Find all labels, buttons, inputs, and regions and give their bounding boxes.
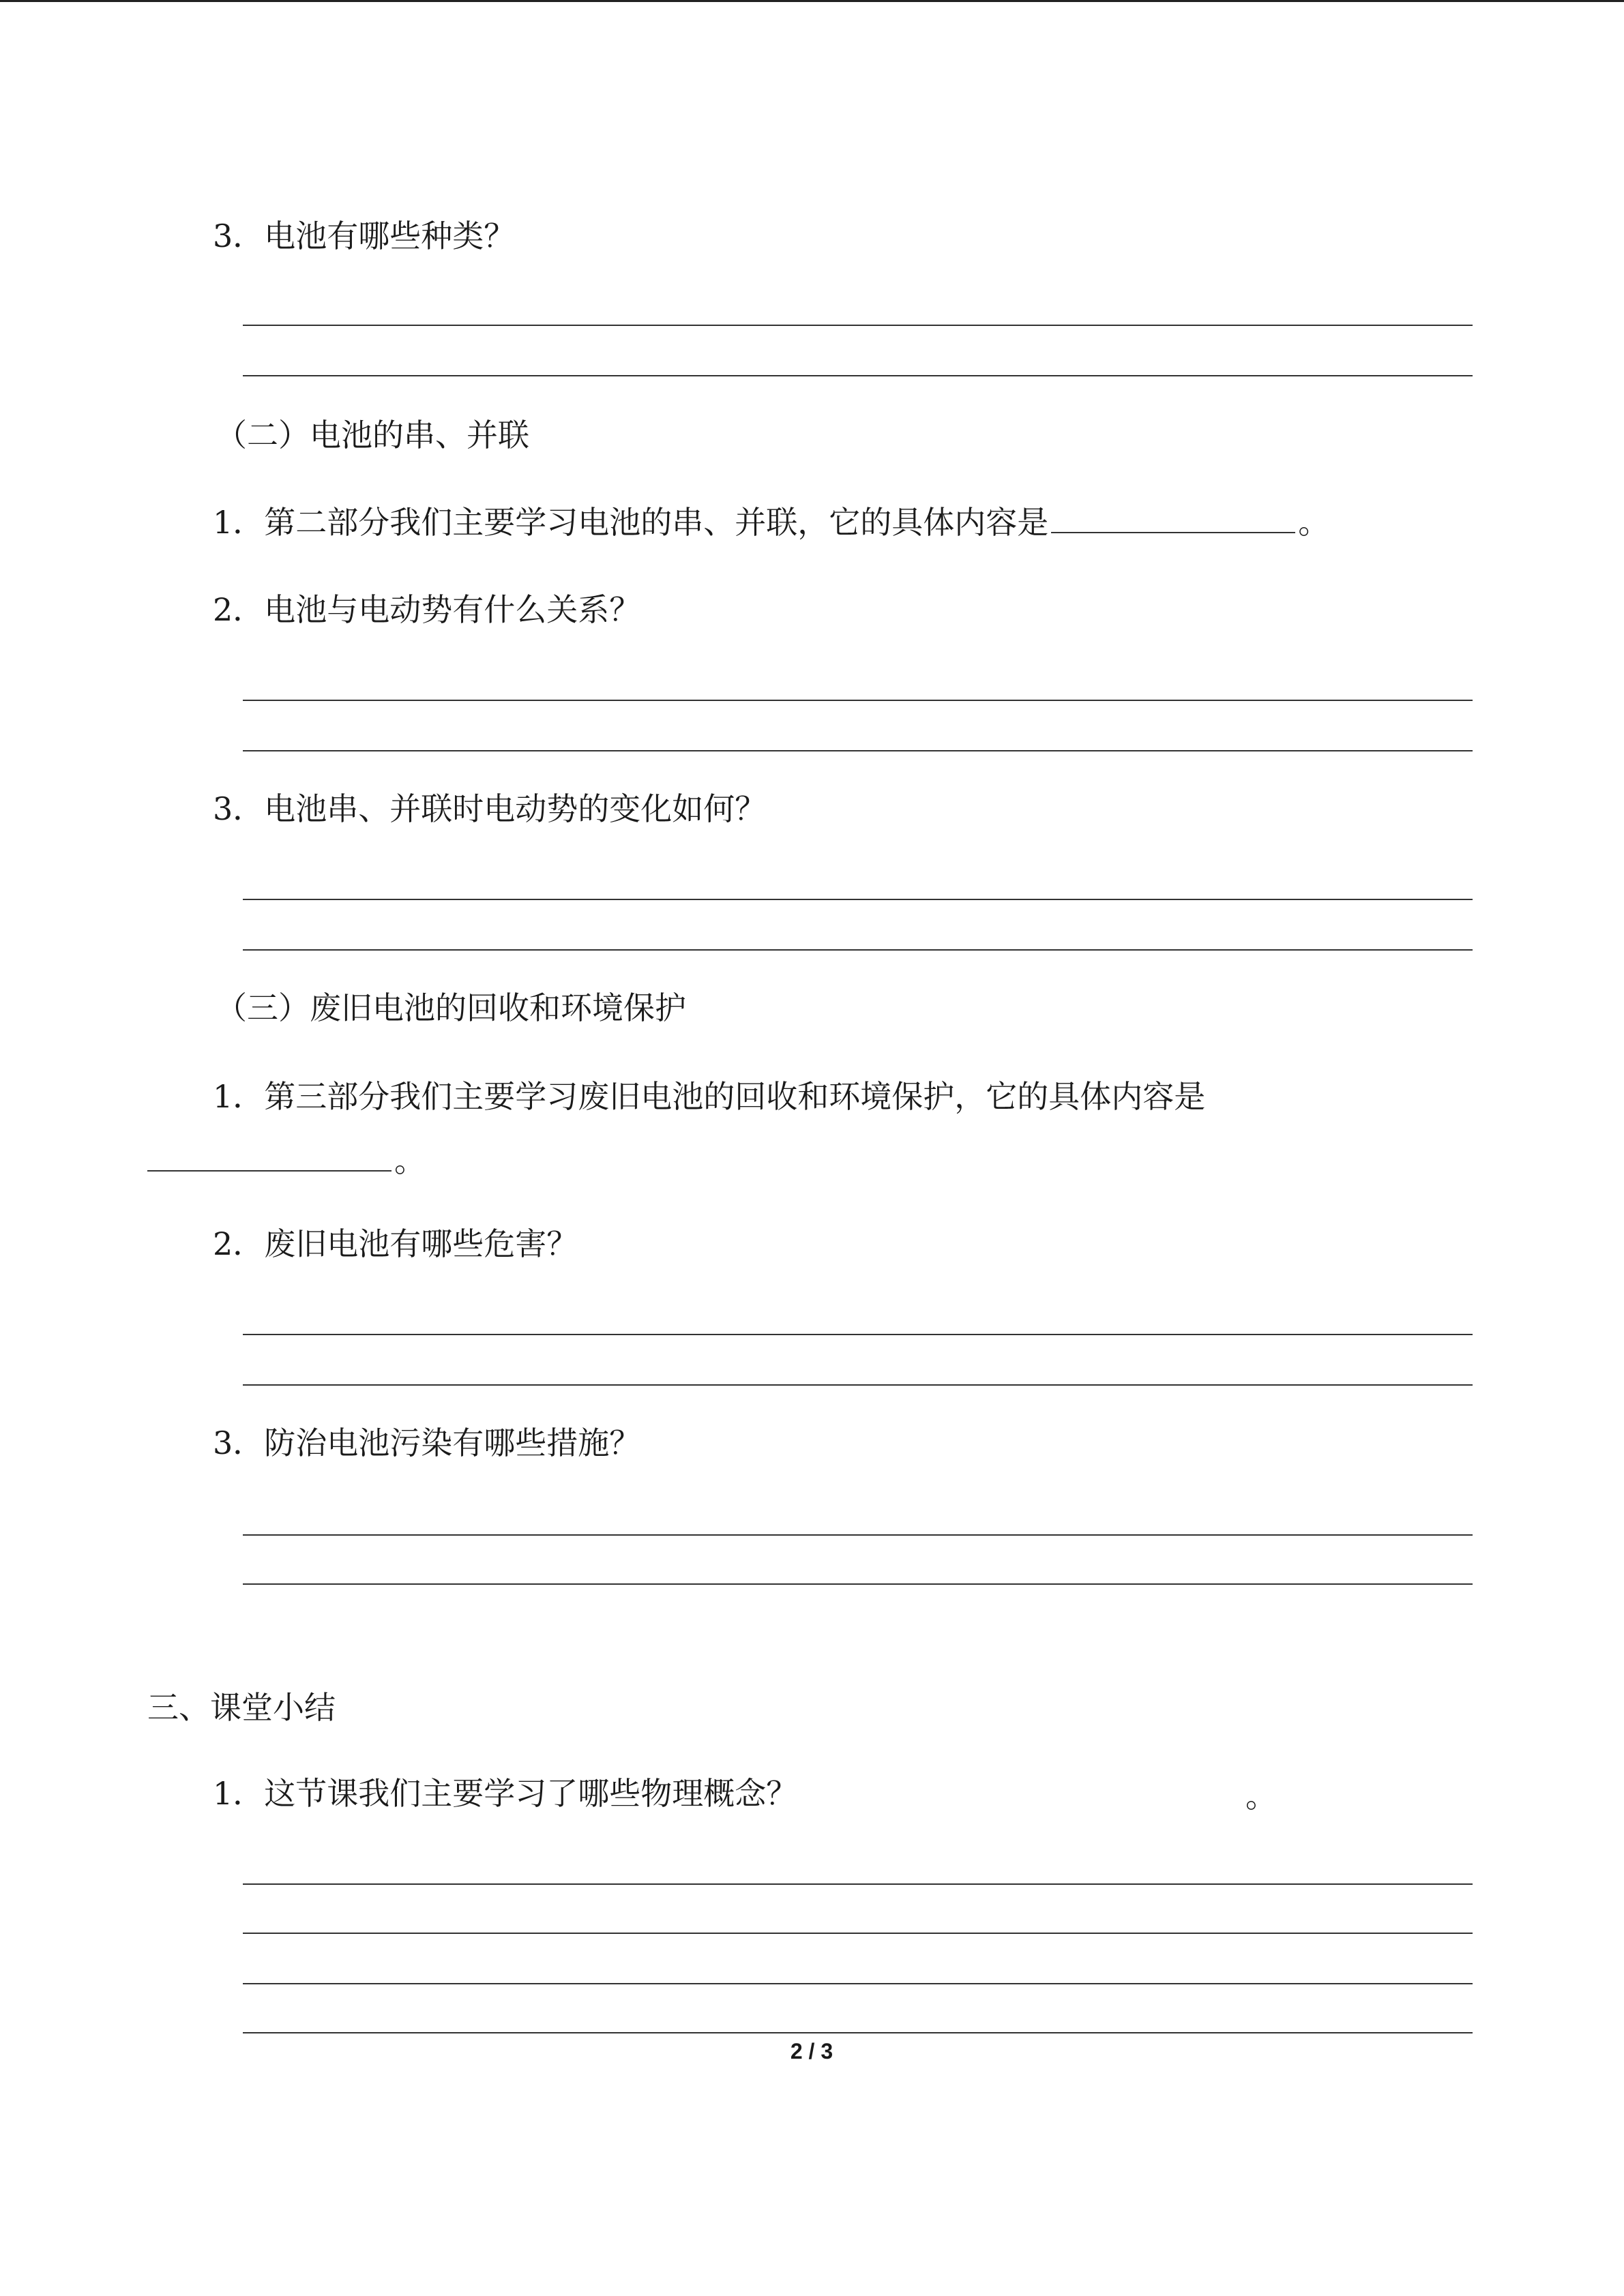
- answer-line: [243, 375, 1473, 376]
- answer-line: [243, 949, 1473, 951]
- section-heading-series-parallel: （二）电池的串、并联: [216, 417, 529, 453]
- question-waste-battery-harm: 2．废旧电池有哪些危害？: [213, 1225, 578, 1262]
- question-pollution-prevention: 3．防治电池污染有哪些措施？: [213, 1425, 641, 1461]
- answer-line: [243, 1534, 1473, 1536]
- answer-line: [243, 700, 1473, 701]
- answer-line: [243, 899, 1473, 900]
- question-battery-emf-relation: 2．电池与电动势有什么关系？: [213, 591, 641, 628]
- answer-line: [243, 1334, 1473, 1335]
- page-number: 2 / 3: [790, 2039, 833, 2063]
- question-emf-change: 3．电池串、并联时电动势的变化如何？: [213, 790, 767, 827]
- answer-line: [243, 1883, 1473, 1885]
- answer-line: [243, 1384, 1473, 1386]
- page-top-border: [0, 0, 1624, 2]
- period: 。: [1298, 504, 1330, 541]
- question-recycling-blank-line: [147, 1140, 426, 1181]
- answer-line: [243, 325, 1473, 326]
- fill-in-blank: [147, 1140, 392, 1172]
- question-physics-concepts: 1．这节课我们主要学习了哪些物理概念？: [213, 1775, 798, 1812]
- answer-line: [243, 2032, 1473, 2033]
- answer-line: [243, 1583, 1473, 1585]
- question-series-parallel-content: [213, 502, 1329, 543]
- answer-line: [243, 1933, 1473, 1934]
- section-heading-summary: 三、课堂小结: [147, 1689, 336, 1726]
- question-text: 1．第二部分我们主要学习电池的串、并联，它的具体内容是: [213, 504, 1049, 541]
- fill-in-blank: [1051, 502, 1295, 533]
- period: 。: [1245, 1778, 1277, 1815]
- period: 。: [394, 1142, 426, 1179]
- question-battery-types: 3．电池有哪些种类？: [213, 218, 516, 254]
- answer-line: [243, 1983, 1473, 1984]
- section-heading-recycling: （三）废旧电池的回收和环境保护: [216, 989, 686, 1026]
- question-recycling-content: 1．第三部分我们主要学习废旧电池的回收和环境保护，它的具体内容是: [213, 1078, 1206, 1115]
- answer-line: [243, 750, 1473, 751]
